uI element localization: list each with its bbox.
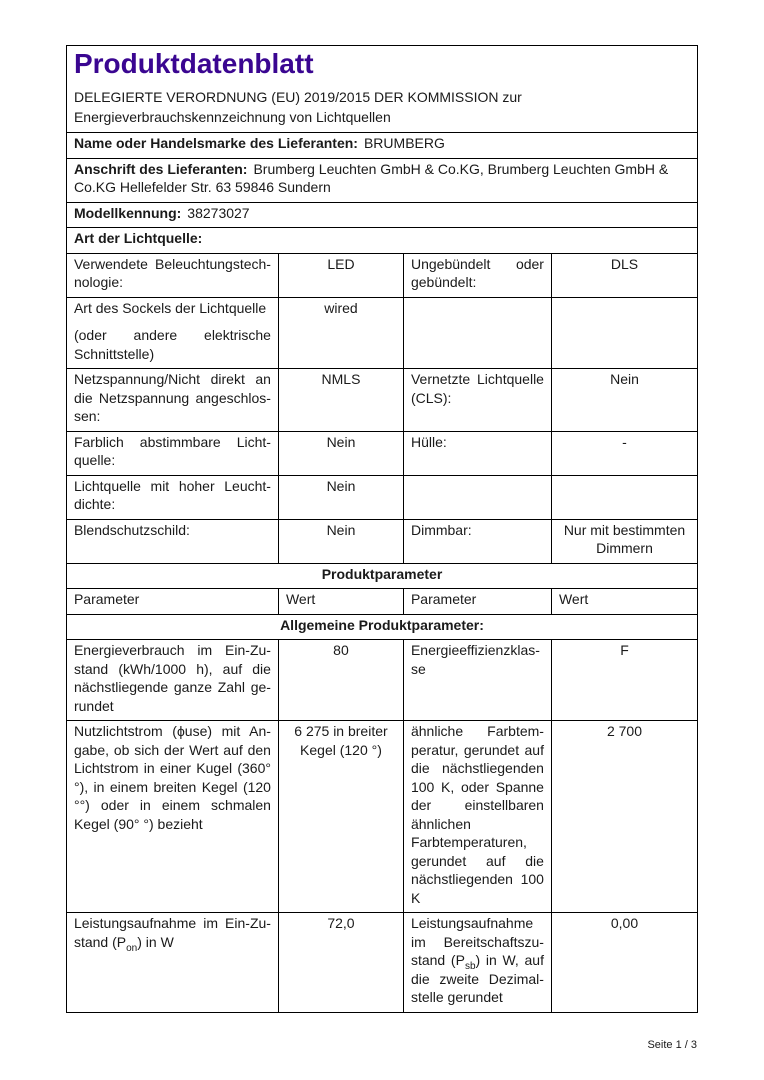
table-row: [66, 253, 697, 297]
param-lighting-technology: Verwendete Beleuchtungstechnologie:: [66, 253, 278, 297]
param-energy-class: Energieeffizienzklasse: [403, 640, 551, 721]
table-row: [66, 431, 697, 475]
model-id-value: 38273027: [187, 204, 250, 221]
param-power-on-unit: ) in W: [137, 933, 174, 950]
value-anti-glare-shield: Nein: [278, 519, 403, 563]
subtitle-line-1: DELEGIERTE VERORDNUNG (EU) 2019/2015 DER KOMMISSION zur: [73, 89, 522, 105]
value-dimmable: Nur mit bestimmten Dimmern: [551, 519, 697, 563]
supplier-name-value: BRUMBERG: [363, 135, 445, 151]
param-power-on-mode: [66, 913, 278, 1013]
value-energy-class: F: [551, 640, 697, 721]
value-envelope: -: [551, 431, 697, 475]
table-row: [66, 913, 697, 1013]
header-row: [66, 46, 697, 133]
param-useful-luminous-flux: Nutzlichtstrom (ϕuse) mit Angabe, ob sich der Wert auf den Lichtstrom in einer Kugel (360° °), in einem breiten Kegel (120 °°) oder in einem schmalen Kegel (90° °) bezieht: [66, 721, 278, 913]
model-id-label: Modellkennung:: [73, 204, 182, 221]
light-source-section-title: Art der Lichtquelle:: [66, 228, 697, 254]
param-colour-temperature: ähnliche Farbtemperatur, gerundet auf die nächstliegenden 100 K, oder Spanne der einstellbaren ähnlichen Farbtemperaturen, gerundet auf die nächstliegenden 100 K: [403, 721, 551, 913]
subtitle-line-2: Energieverbrauchskennzeichnung von Lichtquellen: [73, 109, 391, 125]
param-connected-light-source: Vernetzte Lichtquelle (CLS):: [403, 369, 551, 432]
general-parameters-section-title: Allgemeine Produktparameter:: [66, 614, 697, 640]
value-colour-temperature: 2 700: [551, 721, 697, 913]
value-power-on-mode: 72,0: [278, 913, 403, 1013]
param-power-on-text: Leistungsaufnahme im Ein-Zustand (P: [73, 915, 271, 950]
table-row: [66, 721, 697, 913]
param-socket-type-line1: Art des Sockels der Lichtquelle: [73, 299, 267, 316]
model-id-cell: [66, 202, 697, 228]
param-socket-type: [66, 297, 278, 369]
supplier-name-label: Name oder Handelsmarke des Lieferanten:: [73, 135, 358, 151]
value-socket-type: wired: [278, 297, 403, 369]
param-power-standby-unit: ) in W, auf die zweite Dezimalstelle gerundet: [410, 952, 544, 1005]
param-power-standby-text: Leistungsaufnahme im Bereitschaftszustand (P: [410, 915, 544, 968]
value-colour-tunable: Nein: [278, 431, 403, 475]
supplier-name-cell: [66, 133, 697, 159]
page-title: Produktdatenblatt: [73, 48, 314, 79]
supplier-address-row: [66, 158, 697, 202]
general-parameters-section-row: [66, 614, 697, 640]
table-row: [66, 369, 697, 432]
value-mains-voltage: NMLS: [278, 369, 403, 432]
column-header-parameter-1: Parameter: [66, 589, 278, 615]
value-lighting-technology: LED: [278, 253, 403, 297]
table-row: [66, 519, 697, 563]
param-dimmable: Dimmbar:: [403, 519, 551, 563]
column-header-row: [66, 589, 697, 615]
value-high-luminance: Nein: [278, 475, 403, 519]
header-cell: [66, 46, 697, 133]
product-datasheet-table: [66, 45, 698, 1013]
model-id-row: [66, 202, 697, 228]
param-anti-glare-shield: Blendschutzschild:: [66, 519, 278, 563]
table-row: [66, 475, 697, 519]
product-parameters-section-row: [66, 563, 697, 589]
param-directional: Ungebündelt oder gebündelt:: [403, 253, 551, 297]
param-power-on-subscript: on: [126, 942, 138, 954]
value-empty: [551, 297, 697, 369]
value-useful-luminous-flux: 6 275 in breiter Kegel (120 °): [278, 721, 403, 913]
param-empty: [403, 475, 551, 519]
param-mains-voltage: Netzspannung/Nicht direkt an die Netzspannung angeschlossen:: [66, 369, 278, 432]
param-high-luminance: Lichtquelle mit hoher Leuchtdichte:: [66, 475, 278, 519]
param-power-standby-subscript: sb: [464, 960, 476, 972]
product-parameters-section-title: Produktparameter: [66, 563, 697, 589]
param-power-standby-mode: [403, 913, 551, 1013]
value-directional: DLS: [551, 253, 697, 297]
param-empty: [403, 297, 551, 369]
column-header-parameter-2: Parameter: [403, 589, 551, 615]
page-number: Seite 1 / 3: [647, 1038, 697, 1051]
table-row: [66, 297, 697, 369]
param-envelope: Hülle:: [403, 431, 551, 475]
param-colour-tunable: Farblich abstimmbare Lichtquelle:: [66, 431, 278, 475]
column-header-wert-1: Wert: [278, 589, 403, 615]
param-energy-consumption: Energieverbrauch im Ein-Zustand (kWh/1000 h), auf die nächstliegende ganze Zahl gerundet: [66, 640, 278, 721]
table-row: [66, 640, 697, 721]
supplier-address-value: Brumberg Leuchten GmbH & Co.KG, Brumberg Leuchten GmbH & Co.KG Hellefelder Str. 63 59846 Sundern: [73, 160, 669, 195]
value-energy-consumption: 80: [278, 640, 403, 721]
light-source-section-row: [66, 228, 697, 254]
supplier-name-row: [66, 133, 697, 159]
param-socket-type-line2: (oder andere elektrische Schnittstelle): [73, 327, 271, 362]
column-header-wert-2: Wert: [551, 589, 697, 615]
value-power-standby-mode: 0,00: [551, 913, 697, 1013]
supplier-address-label: Anschrift des Lieferanten:: [73, 160, 248, 177]
value-empty: [551, 475, 697, 519]
supplier-address-cell: [66, 158, 697, 202]
value-connected-light-source: Nein: [551, 369, 697, 432]
